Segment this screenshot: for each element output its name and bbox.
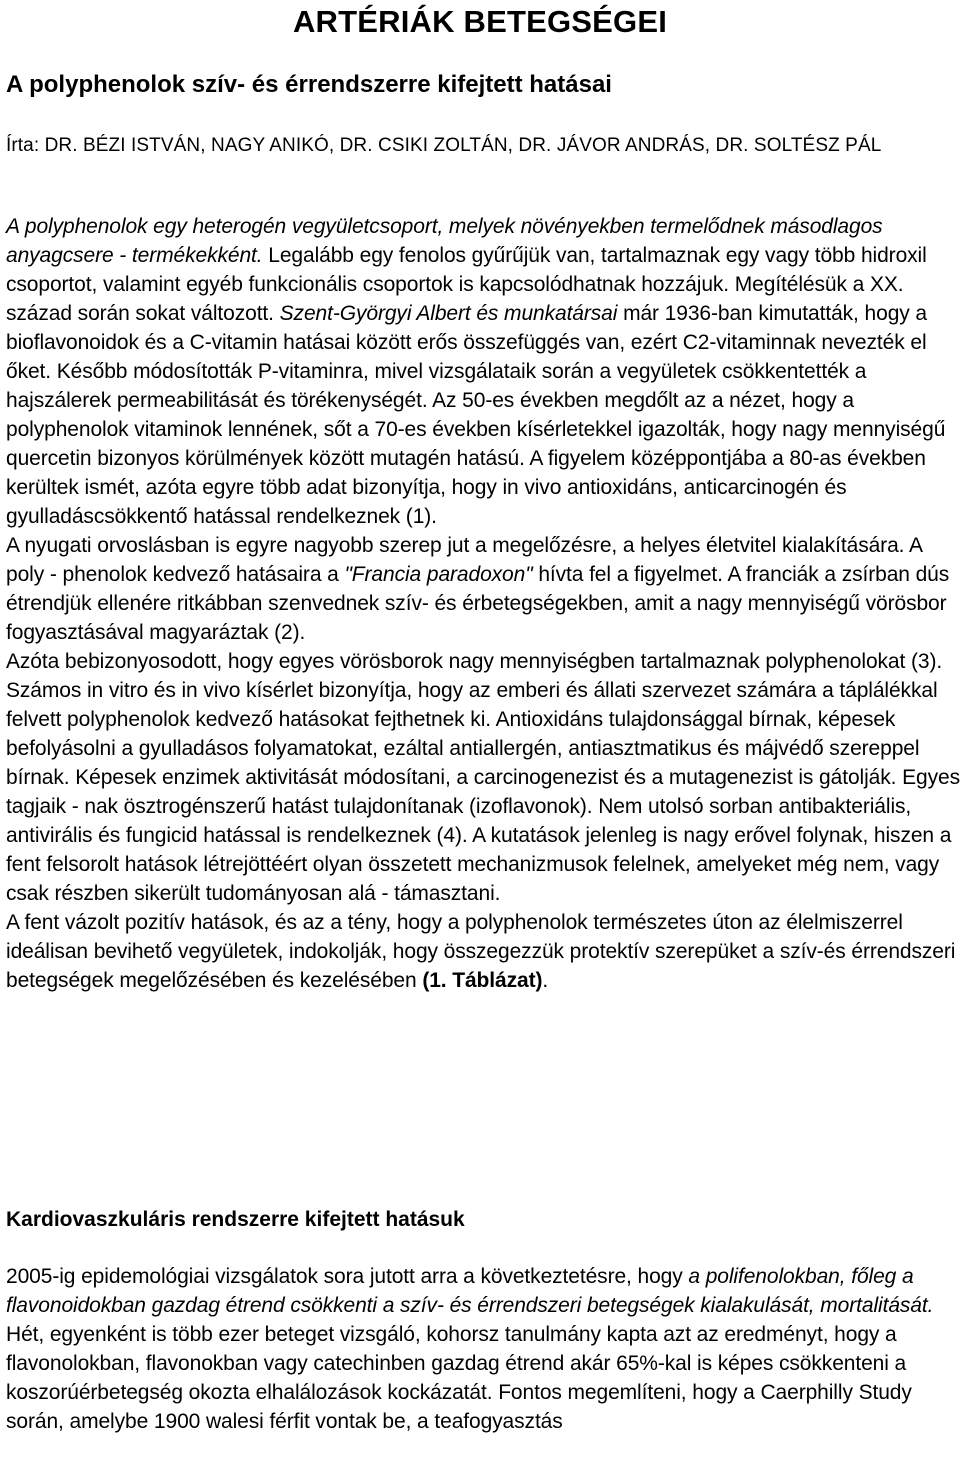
paragraph-1-text-b: már 1936-ban kimutatták, hogy a bioflavonoidok és a C-vitamin hatásai között erős összefüggés van, ezért C2-vitaminnak nevezték el őket. Később módosították P-vitaminra, mivel vizsgálataik során a vegyületek csökkentették a hajszálerek permeabilitását és törékenységét. Az 50-es években megdőlt az a nézet, hogy a polyphenolok vitaminok lennének, sőt a 70-es években kísérletekkel igazolták, hogy nagy mennyiségű quercetin bizonyos körülmények között mutagén hatású. A figyelem középpontjába a 80-as években kerültek ismét, azóta egyre több adat bizonyítja, hogy in vivo antioxidáns, anticarcinogén és gyulladáscsökkentő hatással rendelkeznek (1). bbox=[6, 302, 946, 528]
paragraph-1-italic-lead: A polyphenolok egy heterogén vegyületcsoport, melyek növényekben termelődnek másodlagos anyagcsere - termékekként. bbox=[6, 215, 883, 267]
paragraph-3: Azóta bebizonyosodott, hogy egyes vörösborok nagy mennyiségben tartalmaznak polyphenolokat (3). Számos in vitro és in vivo kísérlet bizonyítja, hogy az emberi és állati szervezet számára a táplálékkal felvett polyphenolok kedvező hatásokat fejthetnek ki. Antioxidáns tulajdonsággal bírnak, képesek befolyásolni a gyulladásos folyamatokat, ezáltal antiallergén, antiasztmatikus és májvédő szereppel bírnak. Képesek enzimek aktivitását módosítani, a carcinogenezist és a mutagenezist is gátolják. Egyes tagjaik - nak ösztrogénszerű hatást tulajdonítanak (izoflavonok). Nem utolsó sorban antibakteriális, antivirális és fungicid hatással is rendelkeznek (4). A kutatások jelenleg is nagy erővel folynak, hiszen a fent felsorolt hatások létrejöttéért olyan összetett mechanizmusok felelnek, amelyeket még nem, vagy csak részben sikerült tudományosan alá - támasztani. bbox=[6, 650, 960, 905]
paragraph-5-text-a: 2005-ig epidemológiai vizsgálatok sora jutott arra a következtetésre, hogy bbox=[6, 1265, 689, 1288]
paragraph-5-italic-claim: a polifenolokban, főleg a flavonoidokban gazdag étrend csökkenti a szív- és érrendszeri betegségek kialakulását, mortalitását. bbox=[6, 1265, 934, 1317]
paragraph-1-italic-names: Szent-Györgyi Albert és munkatársai bbox=[279, 302, 618, 325]
paragraph-2 bbox=[6, 531, 960, 647]
authors-line: Írta: DR. BÉZI ISTVÁN, NAGY ANIKÓ, DR. CSIKI ZOLTÁN, DR. JÁVOR ANDRÁS, DR. SOLTÉSZ PÁL bbox=[6, 135, 882, 156]
table-reference: (1. Táblázat) bbox=[422, 969, 543, 992]
paragraph-4-text-b: . bbox=[542, 969, 549, 992]
paragraph-2-text-a: A nyugati orvoslásban is egyre nagyobb szerep jut a megelőzésre, a helyes életvitel kialakítására. A poly - phenolok kedvező hatásaira a bbox=[6, 534, 922, 586]
paragraph-2-text-b: hívta fel a figyelmet. A franciák a zsírban dús étrendjük ellenére ritkábban szenvednek szív- és érbetegségekben, amit a nagy mennyiségű vörösbor fogyasztásával magyaráztak (2). bbox=[6, 563, 950, 644]
article-body bbox=[6, 212, 960, 995]
paragraph-5 bbox=[6, 1262, 960, 1436]
paragraph-4-text-a: A fent vázolt pozitív hatások, és az a tény, hogy a polyphenolok természetes úton az élelmiszerrel ideálisan bevihető vegyületek, indokolják, hogy összegezzük protektív szerepüket a szív-és érrendszeri betegségek megelőzésében és kezelésében bbox=[6, 911, 956, 992]
paragraph-4 bbox=[6, 908, 960, 995]
article-title: A polyphenolok szív- és érrendszerre kifejtett hatásai bbox=[6, 71, 612, 98]
document-title: ARTÉRIÁK BETEGSÉGEI bbox=[292, 4, 668, 39]
section-body bbox=[6, 1262, 960, 1436]
paragraph-1-text-a: Legalább egy fenolos gyűrűjük van, tartalmaznak egy vagy több hidroxil csoportot, valamint egyéb funkcionális csoportok is kapcsolódhatnak hozzájuk. Megítélésük a XX. század során sokat változott. bbox=[6, 244, 927, 325]
paragraph-5-text-b: Hét, egyenként is több ezer beteget vizsgáló, kohorsz tanulmány kapta azt az eredményt, hogy a flavonolokban, flavonokban vagy catechinben gazdag étrend akár 65%-kal is képes csökkenteni a koszorúérbetegség okozta elhalálozások kockázatát. Fontos megemlíteni, hogy a Caerphilly Study során, amelybe 1900 walesi férfit vontak be, a teafogyasztás bbox=[6, 1323, 912, 1433]
paragraph-1 bbox=[6, 212, 960, 531]
section-heading: Kardiovaszkuláris rendszerre kifejtett hatásuk bbox=[6, 1208, 465, 1231]
paragraph-2-italic-term: "Francia paradoxon" bbox=[344, 563, 533, 586]
